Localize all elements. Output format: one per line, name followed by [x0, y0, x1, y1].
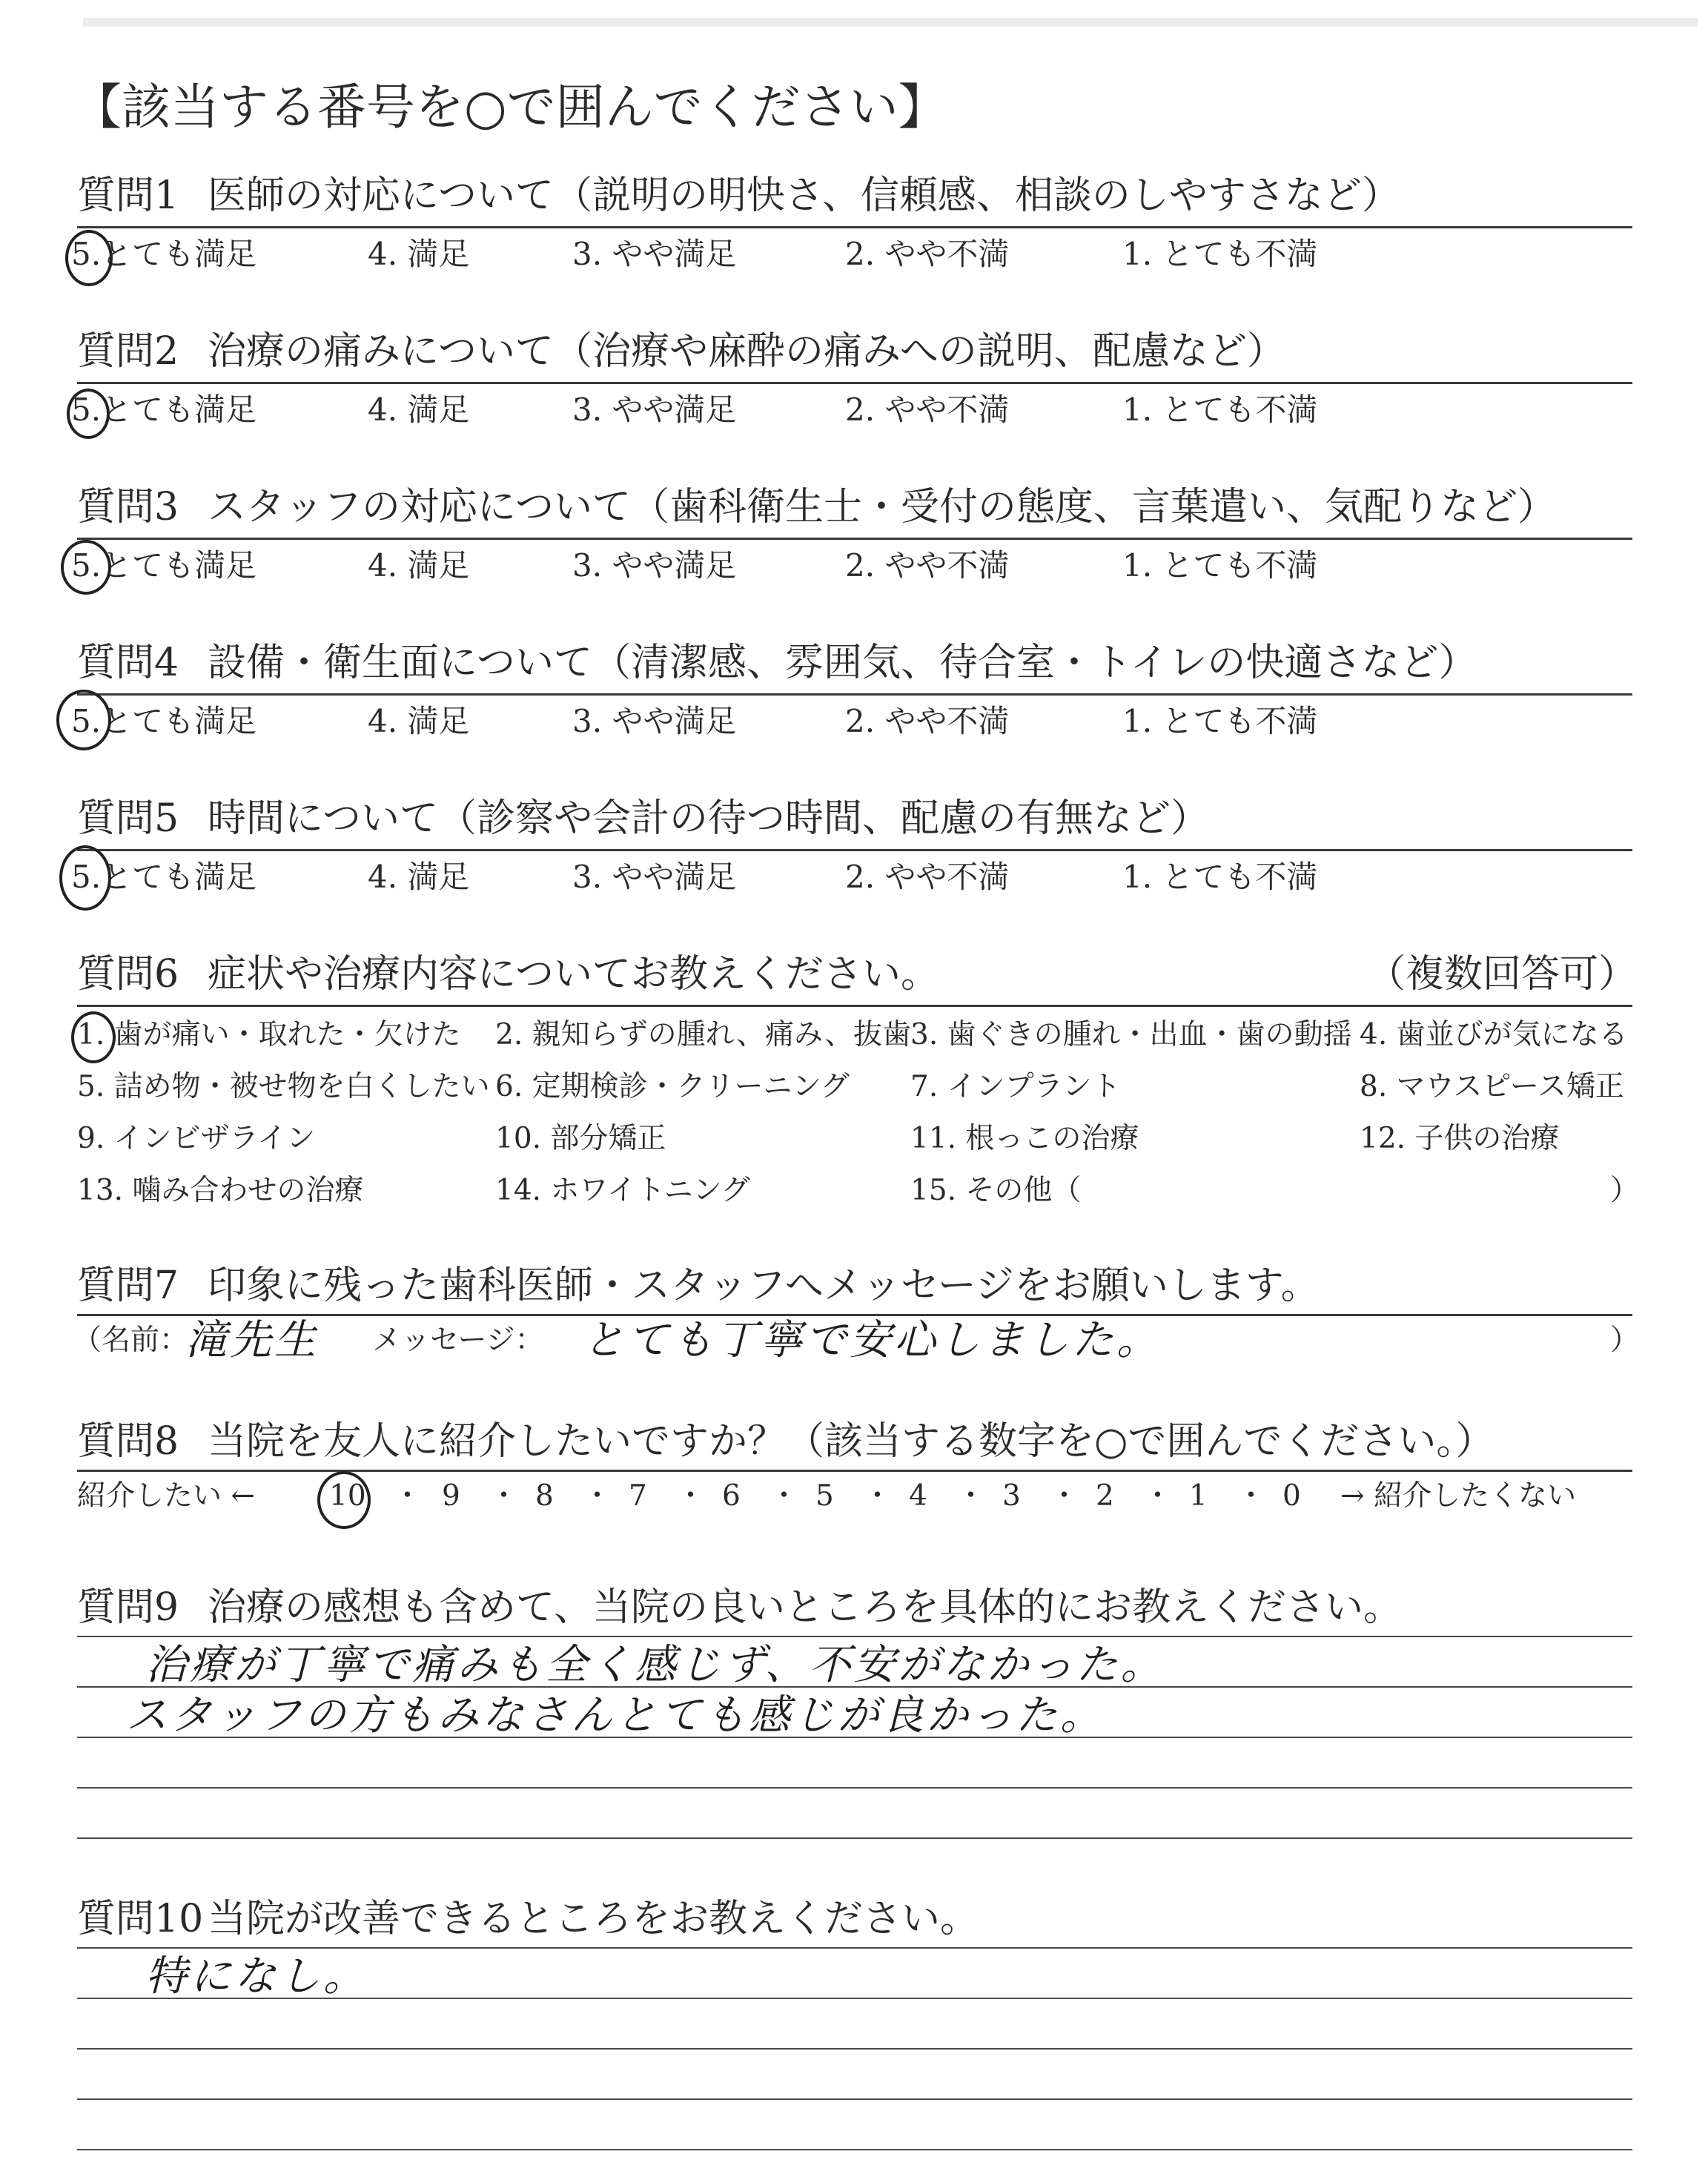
- q3-option-5[interactable]: 5.とても満足: [71, 547, 257, 584]
- q10-text: 当院が改善できるところをお教えください。: [208, 1897, 979, 1941]
- q3-option-4[interactable]: 4. 満足: [368, 547, 470, 584]
- q10-rule: [77, 2098, 1632, 2100]
- q10-rule: [77, 1998, 1632, 1999]
- q6-item-10[interactable]: 10. 部分矯正: [495, 1122, 666, 1155]
- q5-selection-circle: [59, 845, 111, 911]
- q7-text: 印象に残った歯科医師・スタッフへメッセージをお願いします。: [208, 1264, 1320, 1308]
- q6-text: 症状や治療内容についてお教えください。: [208, 952, 939, 997]
- q8-sep: ・: [676, 1479, 706, 1513]
- q5-option-3[interactable]: 3. やや満足: [572, 859, 737, 895]
- q2-option-3[interactable]: 3. やや満足: [572, 392, 737, 428]
- q5-rule: [77, 849, 1632, 851]
- q10-rule: [77, 2048, 1632, 2050]
- q2-option-2[interactable]: 2. やや不満: [845, 392, 1010, 428]
- q1-rule: [77, 226, 1632, 228]
- q7-message-label: メッセージ：: [372, 1324, 544, 1357]
- q8-sep: ・: [1050, 1479, 1079, 1513]
- q8-text: 当院を友人に紹介したいですか？（該当する数字を○で囲んでください。）: [208, 1419, 1494, 1464]
- q10-answer-line-1[interactable]: 特になし。: [145, 1952, 368, 2001]
- q6-item-6[interactable]: 6. 定期検診・クリーニング: [495, 1070, 850, 1103]
- q6-note: （複数回答可）: [1367, 952, 1638, 997]
- q9-rule: [77, 1837, 1632, 1839]
- q5-text: 時間について（診察や会計の待つ時間、配慮の有無など）: [208, 796, 1209, 841]
- q6-rule: [77, 1005, 1632, 1007]
- q6-item-11[interactable]: 11. 根っこの治療: [910, 1122, 1139, 1155]
- q4-option-5[interactable]: 5.とても満足: [71, 703, 257, 739]
- q6-item-7[interactable]: 7. インプラント: [910, 1070, 1121, 1103]
- q2-rule: [77, 382, 1632, 384]
- q3-option-2[interactable]: 2. やや不満: [845, 547, 1010, 584]
- q8-sep: ・: [489, 1479, 519, 1513]
- q6-item-2[interactable]: 2. 親知らずの腫れ、痛み、抜歯: [495, 1018, 912, 1051]
- q8-sep: ・: [583, 1479, 612, 1513]
- q9-rule: [77, 1636, 1632, 1637]
- q4-option-2[interactable]: 2. やや不満: [845, 703, 1010, 739]
- q6-item-4[interactable]: 4. 歯並びが気になる: [1360, 1018, 1628, 1051]
- q8-scale-7[interactable]: 7: [629, 1479, 647, 1513]
- q4-selection-circle: [56, 690, 111, 750]
- q6-item-3[interactable]: 3. 歯ぐきの腫れ・出血・歯の動揺: [910, 1018, 1352, 1051]
- q7-close-paren: ）: [1610, 1324, 1640, 1357]
- q1-number: 質問1: [77, 174, 179, 218]
- q9-answer-line-1[interactable]: 治療が丁寧で痛みも全く感じず、不安がなかった。: [145, 1641, 1165, 1689]
- q3-option-3[interactable]: 3. やや満足: [572, 547, 737, 584]
- q10-rule: [77, 2149, 1632, 2150]
- q6-selection-circle: [71, 1011, 116, 1063]
- q9-answer-line-2[interactable]: スタッフの方もみなさんとても感じが良かった。: [126, 1691, 1105, 1740]
- q8-scale-4[interactable]: 4: [909, 1479, 927, 1513]
- q9-number: 質問9: [77, 1585, 179, 1630]
- q8-scale-1[interactable]: 1: [1189, 1479, 1208, 1513]
- q4-number: 質問4: [77, 641, 179, 685]
- q1-option-3[interactable]: 3. やや満足: [572, 236, 737, 272]
- q8-number: 質問8: [77, 1419, 179, 1464]
- q8-selection-circle: [317, 1471, 371, 1529]
- q7-name-value[interactable]: 滝先生: [185, 1316, 319, 1364]
- q6-item-12[interactable]: 12. 子供の治療: [1360, 1122, 1560, 1155]
- q8-sep: ・: [1237, 1479, 1266, 1513]
- q8-left-label: 紹介したい ←: [77, 1479, 256, 1513]
- q7-name-label: （名前：: [73, 1324, 189, 1357]
- q4-option-3[interactable]: 3. やや満足: [572, 703, 737, 739]
- q6-item-8[interactable]: 8. マウスピース矯正: [1360, 1070, 1624, 1103]
- q8-scale-0[interactable]: 0: [1282, 1479, 1301, 1513]
- q2-option-5[interactable]: 5.とても満足: [71, 392, 257, 428]
- q1-selection-circle: [65, 230, 113, 286]
- q7-message-value[interactable]: とても丁寧で安心しました。: [583, 1316, 1161, 1364]
- q3-selection-circle: [61, 540, 111, 595]
- q3-text: スタッフの対応について（歯科衛生士・受付の態度、言葉遣い、気配りなど）: [208, 485, 1556, 529]
- q1-option-5[interactable]: 5.とても満足: [71, 236, 257, 272]
- q8-scale-3[interactable]: 3: [1002, 1479, 1021, 1513]
- q8-scale-6[interactable]: 6: [722, 1479, 741, 1513]
- q5-option-4[interactable]: 4. 満足: [368, 859, 470, 895]
- q9-text: 治療の感想も含めて、当院の良いところを具体的にお教えください。: [208, 1585, 1402, 1630]
- q6-item-15[interactable]: 15. その他（: [910, 1174, 1082, 1207]
- q8-scale-10[interactable]: 10: [329, 1479, 366, 1513]
- q2-selection-circle: [67, 389, 110, 439]
- q2-option-4[interactable]: 4. 満足: [368, 392, 470, 428]
- q5-option-5[interactable]: 5.とても満足: [71, 859, 257, 895]
- q4-option-1[interactable]: 1. とても不満: [1122, 703, 1318, 739]
- q8-right-label: → 紹介したくない: [1340, 1479, 1577, 1513]
- q1-option-2[interactable]: 2. やや不満: [845, 236, 1010, 272]
- q6-item-14[interactable]: 14. ホワイトニング: [495, 1174, 750, 1207]
- q6-item-15-close: ）: [1610, 1174, 1640, 1207]
- q2-option-1[interactable]: 1. とても不満: [1122, 392, 1318, 428]
- q2-number: 質問2: [77, 329, 179, 374]
- q6-number: 質問6: [77, 952, 179, 997]
- q9-rule: [77, 1686, 1632, 1688]
- q9-rule: [77, 1737, 1632, 1738]
- q8-scale-8[interactable]: 8: [535, 1479, 554, 1513]
- q8-scale-2[interactable]: 2: [1096, 1479, 1114, 1513]
- q8-scale-5[interactable]: 5: [815, 1479, 834, 1513]
- q6-item-13[interactable]: 13. 噛み合わせの治療: [77, 1174, 364, 1207]
- q4-option-4[interactable]: 4. 満足: [368, 703, 470, 739]
- q8-sep: ・: [769, 1479, 799, 1513]
- scan-top-edge: [83, 18, 1698, 27]
- q8-sep: ・: [393, 1479, 423, 1513]
- q4-text: 設備・衛生面について（清潔感、雰囲気、待合室・トイレの快適さなど）: [208, 641, 1477, 685]
- q8-sep: ・: [1143, 1479, 1173, 1513]
- q3-option-1[interactable]: 1. とても不満: [1122, 547, 1318, 584]
- q5-option-2[interactable]: 2. やや不満: [845, 859, 1010, 895]
- q3-number: 質問3: [77, 485, 179, 529]
- q4-rule: [77, 693, 1632, 696]
- q2-text: 治療の痛みについて（治療や麻酔の痛みへの説明、配慮など）: [208, 329, 1285, 374]
- q5-number: 質問5: [77, 796, 179, 841]
- q7-number: 質問7: [77, 1264, 179, 1308]
- page-title: 【該当する番号を○で囲んでください】: [73, 79, 947, 136]
- q1-text: 医師の対応について（説明の明快さ、信頼感、相談のしやすさなど）: [208, 174, 1400, 218]
- q1-option-1[interactable]: 1. とても不満: [1122, 236, 1318, 272]
- q6-item-5[interactable]: 5. 詰め物・被せ物を白くしたい: [77, 1070, 490, 1103]
- q8-rule: [77, 1470, 1632, 1472]
- q10-number: 質問10: [77, 1897, 204, 1941]
- q6-item-9[interactable]: 9. インビザライン: [77, 1122, 316, 1155]
- q3-rule: [77, 538, 1632, 540]
- q1-option-4[interactable]: 4. 満足: [368, 236, 470, 272]
- q9-rule: [77, 1787, 1632, 1789]
- q10-rule: [77, 1947, 1632, 1949]
- q5-option-1[interactable]: 1. とても不満: [1122, 859, 1318, 895]
- q8-sep: ・: [863, 1479, 893, 1513]
- q8-scale-9[interactable]: 9: [442, 1479, 460, 1513]
- q8-sep: ・: [956, 1479, 986, 1513]
- q6-item-1[interactable]: 1. 歯が痛い・取れた・欠けた: [77, 1018, 461, 1051]
